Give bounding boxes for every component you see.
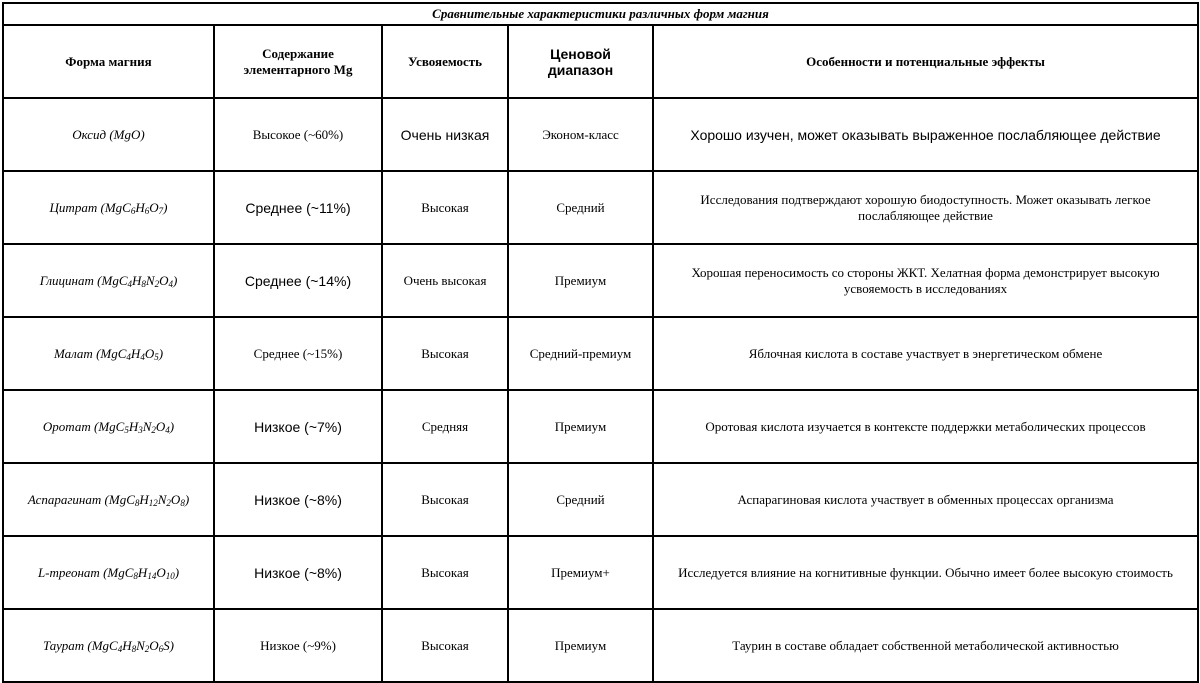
formula-subscript: 2 bbox=[166, 497, 171, 508]
cell-price: Средний bbox=[508, 463, 653, 536]
header-form: Форма магния bbox=[3, 25, 214, 98]
formula-subscript: 2 bbox=[151, 424, 156, 435]
header-row bbox=[3, 25, 1198, 98]
table-title: Сравнительные характеристики различных форм магния bbox=[432, 6, 769, 21]
formula-part: MgC bbox=[100, 345, 127, 361]
cell-content: Низкое (~8%) bbox=[214, 536, 382, 609]
form-name: Оксид bbox=[72, 126, 107, 142]
cell-price: Премиум bbox=[508, 390, 653, 463]
formula-subscript: 4 bbox=[165, 424, 170, 435]
cell-absorption: Высокая bbox=[382, 536, 508, 609]
cell-form: Малат $(MgC_4H_4O_5)$ bbox=[3, 317, 214, 390]
formula-part: N bbox=[157, 491, 167, 507]
cell-absorption: Высокая bbox=[382, 609, 508, 682]
cell-content: Низкое (~7%) bbox=[214, 390, 382, 463]
table-row bbox=[3, 317, 1198, 390]
cell-absorption: Очень низкая bbox=[382, 98, 508, 171]
cell-content: Среднее (~15%) bbox=[214, 317, 382, 390]
formula-part: MgC bbox=[107, 564, 134, 580]
formula-part: N bbox=[136, 637, 145, 653]
cell-price: Премиум bbox=[508, 609, 653, 682]
formula-subscript: 8 bbox=[134, 497, 140, 508]
formula-part: MgC bbox=[91, 637, 118, 653]
formula-part: O bbox=[170, 491, 181, 507]
cell-absorption: Высокая bbox=[382, 463, 508, 536]
cell-content: Среднее (~11%) bbox=[214, 171, 382, 244]
formula-subscript: 6 bbox=[130, 205, 136, 216]
formula-part: MgO bbox=[113, 126, 141, 142]
formula-subscript: 6 bbox=[144, 205, 150, 216]
formula-part: MgC bbox=[101, 272, 128, 288]
cell-absorption: Высокая bbox=[382, 171, 508, 244]
table-row bbox=[3, 98, 1198, 171]
formula-part: O bbox=[155, 418, 166, 434]
form-name: Оротат bbox=[42, 418, 91, 434]
formula-part: O bbox=[144, 345, 155, 361]
cell-content: Среднее (~14%) bbox=[214, 244, 382, 317]
cell-form: Цитрат $(MgC_6H_6O_7)$ bbox=[3, 171, 214, 244]
cell-features: Таурин в составе обладает собственной метаболической активностью bbox=[653, 609, 1198, 682]
formula-subscript: 4 bbox=[126, 351, 131, 362]
cell-absorption: Очень высокая bbox=[382, 244, 508, 317]
table-row bbox=[3, 390, 1198, 463]
formula-part: H bbox=[139, 491, 149, 507]
formula-subscript: 14 bbox=[147, 570, 157, 581]
cell-form: Таурат $(MgC_4H_8N_2O_6S)$ bbox=[3, 609, 214, 682]
cell-content: Высокое (~60%) bbox=[214, 98, 382, 171]
cell-features: Аспарагиновая кислота участвует в обменных процессах организма bbox=[653, 463, 1198, 536]
formula-subscript: 2 bbox=[154, 278, 160, 289]
formula-subscript: 8 bbox=[131, 643, 137, 654]
cell-form: L-треонат $(MgC_8H_{14}O_{10})$ bbox=[3, 536, 214, 609]
cell-price: Средний bbox=[508, 171, 653, 244]
table-row bbox=[3, 609, 1198, 682]
magnesium-comparison-table bbox=[2, 2, 1199, 683]
formula-subscript: 12 bbox=[148, 497, 158, 508]
formula-subscript: 7 bbox=[158, 205, 164, 216]
formula-subscript: 10 bbox=[165, 570, 175, 581]
table-row bbox=[3, 536, 1198, 609]
cell-price: Премиум bbox=[508, 244, 653, 317]
formula-part: O bbox=[159, 272, 169, 288]
cell-features: Хорошая переносимость со стороны ЖКТ. Хелатная форма демонстрирует высокую усвояемость в исследованиях bbox=[653, 244, 1198, 317]
formula-subscript: 4 bbox=[117, 643, 123, 654]
cell-absorption: Средняя bbox=[382, 390, 508, 463]
cell-form: Оротат $(MgC_5H_3N_2O_4)$ bbox=[3, 390, 214, 463]
header-absorption: Усвояемость bbox=[382, 25, 508, 98]
table-title-row bbox=[3, 3, 1198, 25]
formula-subscript: 2 bbox=[144, 643, 150, 654]
formula-subscript: 4 bbox=[127, 278, 132, 289]
formula-part: H bbox=[137, 564, 148, 580]
form-name: Таурат bbox=[43, 637, 85, 653]
formula-subscript: 5 bbox=[124, 424, 129, 435]
cell-features: Исследуется влияние на когнитивные функции. Обычно имеет более высокую стоимость bbox=[653, 536, 1198, 609]
form-name: Малат bbox=[53, 345, 93, 361]
formula-part: MgC bbox=[104, 199, 131, 215]
formula-subscript: 4 bbox=[140, 351, 145, 362]
formula-part: MgC bbox=[108, 491, 135, 507]
formula-subscript: 8 bbox=[180, 497, 185, 508]
cell-price: Премиум+ bbox=[508, 536, 653, 609]
cell-form: Аспарагинат $(MgC_8H_{12}N_2O_8)$ bbox=[3, 463, 214, 536]
cell-content: Низкое (~8%) bbox=[214, 463, 382, 536]
cell-features: Хорошо изучен, может оказывать выраженное послабляющее действие bbox=[653, 98, 1198, 171]
form-name: Глицинат bbox=[39, 272, 94, 288]
formula-part: H bbox=[132, 272, 142, 288]
header-features: Особенности и потенциальные эффекты bbox=[653, 25, 1198, 98]
formula-part: H bbox=[130, 345, 141, 361]
formula-part: MgC bbox=[98, 418, 125, 434]
formula-subscript: 8 bbox=[133, 570, 138, 581]
cell-price: Эконом-класс bbox=[508, 98, 653, 171]
cell-form: Глицинат $(MgC_4H_8N_2O_4)$ bbox=[3, 244, 214, 317]
cell-content: Низкое (~9%) bbox=[214, 609, 382, 682]
table-row bbox=[3, 171, 1198, 244]
header-price: Ценовой диапазон bbox=[508, 25, 653, 98]
formula-part: O bbox=[149, 637, 159, 653]
cell-absorption: Высокая bbox=[382, 317, 508, 390]
cell-features: Яблочная кислота в составе участвует в энергетическом обмене bbox=[653, 317, 1198, 390]
form-name: Цитрат bbox=[49, 199, 98, 215]
formula-part: S bbox=[163, 637, 170, 653]
formula-part: O bbox=[156, 564, 166, 580]
cell-features: Исследования подтверждают хорошую биодоступность. Может оказывать легкое послабляющее действие bbox=[653, 171, 1198, 244]
form-name: L-треонат bbox=[37, 564, 100, 580]
formula-part: H bbox=[128, 418, 139, 434]
cell-price: Средний-премиум bbox=[508, 317, 653, 390]
cell-features: Оротовая кислота изучается в контексте поддержки метаболических процессов bbox=[653, 390, 1198, 463]
form-name: Аспарагинат bbox=[27, 491, 102, 507]
cell-form: Оксид (MgO) bbox=[3, 98, 214, 171]
formula-part: N bbox=[142, 418, 152, 434]
formula-part: H bbox=[135, 199, 145, 215]
table-row bbox=[3, 244, 1198, 317]
formula-part: H bbox=[122, 637, 132, 653]
formula-subscript: 6 bbox=[158, 643, 164, 654]
formula-part: N bbox=[145, 272, 155, 288]
formula-subscript: 8 bbox=[141, 278, 146, 289]
formula-subscript: 3 bbox=[138, 424, 143, 435]
header-content: Содержание элементарного Mg bbox=[214, 25, 382, 98]
formula-part: O bbox=[149, 199, 159, 215]
table-row bbox=[3, 463, 1198, 536]
formula-subscript: 5 bbox=[154, 351, 159, 362]
formula-subscript: 4 bbox=[168, 278, 173, 289]
table-title-cell bbox=[3, 3, 1198, 25]
